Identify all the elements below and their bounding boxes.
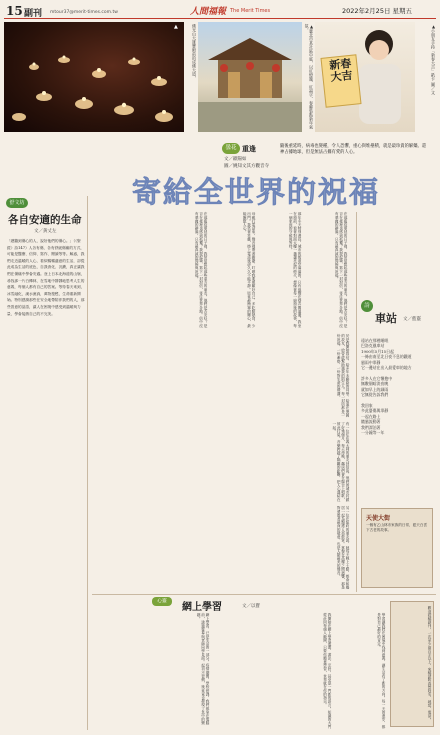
poem-title: 車站 [375,312,397,325]
bottom-section [92,594,436,730]
bottom-col-3: 學習讓我們在困境中找到意義，讓生活有了新的方向。每一天的進步，都是對自己最好的肯定。 [377,613,386,729]
byline-block [222,143,428,173]
bottom-author: 文／以寶 [242,604,260,609]
byline-photo-credit: 圖／姚知文其方觀音寺 [224,164,269,169]
poem-author: 文／藍靈 [403,317,421,322]
poem-ad-title: 天使大街 [366,515,391,522]
main-col-7: 在那瘟疫蔓延的日子裡，我常常想起那些遠方的朋友。他們是否安好？是否在夜裡也感到孤獨？我提起筆，寫下一封封信，寄往世界各地。信中沒有華麗的辭藻，只有最真誠的問候與祝福。 [195,212,208,328]
calligraphy-card [320,54,361,107]
page-number: 15 [6,4,23,18]
candles-caption: ▲ [174,24,178,30]
bottom-ad-body: 歡迎投稿副刊，一次至少兩百字以上，來稿請附真實姓名、地址、電話。 [428,606,432,722]
bottom-tag: 心靈 [152,597,172,606]
bottom-col-2: 我開始在網上學習畫畫、書法、烹飪，甚至是一門新的語言。知識的大門從此向每個人敞開，只要你願意學習，世界就在你的指尖。 [323,613,332,729]
candles-illustration [4,22,184,132]
bottom-title: 網上學習 [182,602,222,613]
masthead: 人間福報 [190,7,227,17]
child-photo [315,22,415,132]
poem-ad-body: 一個有乙山林市家族的日常，藍天白雲下古老的故事。 [366,523,428,532]
masthead-en: The Merit Times [230,8,271,14]
bottom-col-1: 網上學習，已是生活的一部分。疫情期間，學校停課，我們都坐在電腦前，透過螢幕與老師同學見面。起初不習慣，後來竟也發現了其中的樂趣。 [197,613,210,725]
lantern-caption: ▲臺北市某社區中庭，以紅燈籠、紅福字、春聯裝點新年氣氛。 [304,24,314,129]
poem-tag: 詩 [361,300,373,312]
byline-tag: 曇花 [222,143,240,154]
child-caption: ▲小朋友手持「新春大吉」紙卡 圖／文 [431,24,436,95]
main-col-3: 母親打電話來，聲音裡帶著擔憂，叮嚀我要照顧好自己，多吃點熱食，少出門。我笑著答應，掛上電話後卻久久不能平靜。原來最簡單的關心，最能撫慰人心。 [243,212,256,328]
headline-intro: 隨後重延時，病毒也變種，令人恐懼，重心與堆壘積，就是最珍貴的解藥。還神占據地球，但是無法占據有愛的人心。 [280,144,427,155]
poem-body: 遠站在那裡睡眠 巴洛克風車站 1900年5月15日起 一條由南至北日夜不息的鐵道 風雨中寧靜 它一邊站在出入最愛車的地方 許多人在它懷抱中 無數個暗淡夜晚 就如早上的細雨 它無從告訴我們 我回家 多此憂傷與寧靜 一起在路上 隨風流動著 我們漂泊著 一分鐘等一年 [361,338,412,435]
section-name: 副刊 [24,9,43,19]
calligraphy-text: 新春大吉 [328,56,354,85]
main-col-5: 有一位住在義大利的朋友回信說，他們的城市封鎖了好幾個月，每天傍晚，鄰居們會在陽台上唱歌，彼此打氣。音樂跨越了隔離的距離，把人心連結在一起。 [332,422,350,502]
right-column [356,212,436,592]
main-col-6: 另一位在紐約的朋友說，她每天晚上七點，都會和鄰居一起為醫護人員鼓掌。掌聲在高樓之間迴響，那是對勇敢者最深的敬意，也是人類最美的聲音。 [337,506,350,589]
main-article [92,212,350,590]
poem-ad-box [361,508,433,588]
gate-caption: 佛光山大雄寶殿前的成佛大道， [192,24,197,80]
left-column [4,196,88,730]
left-tag: 舒文坊 [6,198,28,208]
temple-gate-photo [198,22,302,132]
left-author: 文／黃丈左 [34,229,57,234]
issue-date: 2022年2月25日 星期五 [342,7,413,15]
candles-photo [4,22,184,132]
page-header [4,3,436,19]
bottom-ad-box [390,601,434,727]
byline-label: 重逢 [242,144,256,153]
left-title: 各自安適的生命 [8,214,82,226]
header-email: mtour37@merit-times.com.tw [50,10,118,15]
main-col-2: 那年冬天特別漫長，城市的街道空蕩蕩的，只有風聲在巷弄間迴盪。我坐在窗前，看著對面大樓一盞盞亮起的燈火，想像著每一扇窗後的故事，每一個家庭的守候與等待。 [289,212,302,328]
left-body: 「總聽到傷心的人，說好他們的傷心。」（《聖經》詩147）人各有傷，各有舒緩傷痛的方式，可能是醫療、信仰、寫作、閱讀等等。解惑，我們走近溫暖的人心，看似暢暢適意的生活，卻從此成為生活的底色，自我消化、沉澱，真正讓我們在傷痛中學會安適。登上日本北海道的山嶺，尋找那一片白樺林，在雪地中靜靜地思考人生的意義，每個人都有自己的答案。等待春天來到，冰雪融化，溪水流淌，萬物復甦，生命重新開始。特別感謝那些在安全地帶陪伴我們的人，那些善意的話語，讓人在困境中感受到溫暖與力量，學會接納自己的不完美。 [7,239,85,316]
main-col-1: 在那瘟疫蔓延的日子裡，我常常想起那些遠方的朋友。他們是否安好？是否在夜裡也感到孤獨？我提起筆，寫下一封封信，寄往世界各地。信中沒有華麗的辭藻，只有最真誠的問候與祝福。 [335,212,348,328]
main-col-4: 於是我開始寫信，給多年未聯絡的同學，給遠在異國的故友，給曾經幫助過我的陌生人。每一封信都是一份祝福，一份牽掛，一份對生命的禮讚。 [337,334,350,417]
temple-illustration [198,22,302,132]
headline-title: 寄給全世界的祝福 [132,175,381,209]
byline-author: 文／歐陽如 [224,157,247,162]
